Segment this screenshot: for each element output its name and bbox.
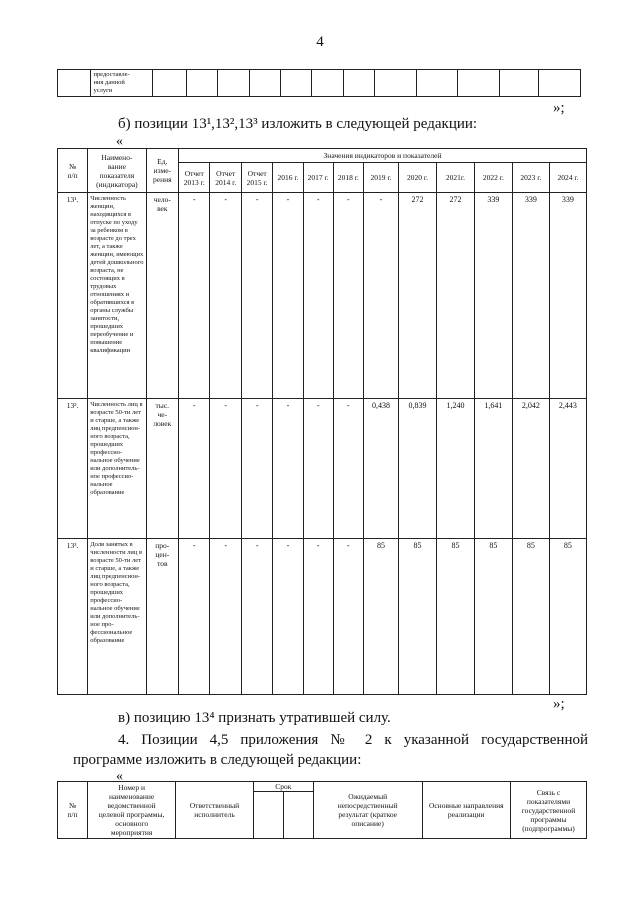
header-year: 2018 г. bbox=[333, 163, 363, 193]
row-value: - bbox=[273, 539, 303, 695]
table-row bbox=[58, 539, 587, 695]
header-year: 2020 г. bbox=[399, 163, 437, 193]
header-year: Отчет 2013 г. bbox=[179, 163, 210, 193]
open-quote-2: « bbox=[116, 769, 123, 784]
page-number: 4 bbox=[316, 34, 324, 50]
row-value: - bbox=[241, 193, 272, 399]
row-indicator-name: Численность женщин, находящихся в отпуске по уходу за ребенком в возрасте до трех лет, а также женщин, имеющих детей дошкольного возраста, не состоящих в трудовых отношениях и обратившихся в органы службы занятости, прошедших переобучение и повышение квалификации bbox=[88, 193, 146, 399]
row-value: - bbox=[363, 193, 398, 399]
header-unit: Ед. изме- рения bbox=[146, 149, 178, 193]
row-value: - bbox=[210, 399, 241, 539]
header-year: Отчет 2014 г. bbox=[210, 163, 241, 193]
bottom-header-link: Связь с показателями государственной программы (подпрограммы) bbox=[510, 782, 586, 839]
bottom-header-result: Ожидаемый непосредственный результат (краткое описание) bbox=[313, 782, 422, 839]
table-row bbox=[58, 399, 587, 539]
row-value: 1,641 bbox=[474, 399, 512, 539]
paragraph-4-line2: программе изложить в следующей редакции: bbox=[73, 752, 362, 768]
top-table-cell: предоставле- ния данной услуги bbox=[91, 70, 153, 97]
paragraph-b: б) позиции 13¹,13²,13³ изложить в следующей редакции: bbox=[118, 116, 478, 132]
row-value: - bbox=[333, 193, 363, 399]
row-value: - bbox=[210, 193, 241, 399]
row-value: - bbox=[273, 399, 303, 539]
row-value: 2,042 bbox=[512, 399, 549, 539]
row-value: - bbox=[273, 193, 303, 399]
row-value: 339 bbox=[512, 193, 549, 399]
row-value: 85 bbox=[436, 539, 474, 695]
header-year: 2016 г. bbox=[273, 163, 303, 193]
header-year: 2019 г. bbox=[363, 163, 398, 193]
row-unit: про- цен- тов bbox=[146, 539, 178, 695]
bottom-header-directions: Основные направления реализации bbox=[422, 782, 510, 839]
row-value: 85 bbox=[549, 539, 586, 695]
row-num: 13². bbox=[58, 399, 88, 539]
row-value: 272 bbox=[436, 193, 474, 399]
header-year: 2017 г. bbox=[303, 163, 333, 193]
row-value: 1,240 bbox=[436, 399, 474, 539]
row-value: - bbox=[179, 193, 210, 399]
header-year: Отчет 2015 г. bbox=[241, 163, 272, 193]
row-num: 13³. bbox=[58, 539, 88, 695]
row-value: 272 bbox=[399, 193, 437, 399]
header-name: Наимено- вание показателя (индикатора) bbox=[88, 149, 146, 193]
row-value: 85 bbox=[363, 539, 398, 695]
row-unit: чело- век bbox=[146, 193, 178, 399]
bottom-header-name: Номер и наименование ведомственной целевой программы, основного мероприятия bbox=[88, 782, 176, 839]
program-table bbox=[57, 781, 587, 839]
row-value: 0,839 bbox=[399, 399, 437, 539]
row-value: - bbox=[303, 193, 333, 399]
row-indicator-name: Доля занятых в численности лиц в возрасте 50-ти лет и старше, а также лиц предпенсион-ного возраста, прошедших профессио-нальное обучение или дополнитель-ное про-фессиональное образование bbox=[88, 539, 146, 695]
header-year: 2021г. bbox=[436, 163, 474, 193]
table-row bbox=[58, 193, 587, 399]
row-value: - bbox=[210, 539, 241, 695]
row-value: 85 bbox=[474, 539, 512, 695]
close-quote-2: »; bbox=[553, 696, 565, 712]
row-value: - bbox=[333, 399, 363, 539]
row-value: - bbox=[179, 399, 210, 539]
row-value: 0,438 bbox=[363, 399, 398, 539]
row-value: - bbox=[303, 539, 333, 695]
bottom-header-responsible: Ответственный исполнитель bbox=[176, 782, 254, 839]
row-value: - bbox=[241, 399, 272, 539]
row-value: 2,443 bbox=[549, 399, 586, 539]
row-value: 85 bbox=[512, 539, 549, 695]
row-num: 13¹. bbox=[58, 193, 88, 399]
header-year: 2024 г. bbox=[549, 163, 586, 193]
header-group: Значения индикаторов и показателей bbox=[179, 149, 587, 163]
row-value: - bbox=[333, 539, 363, 695]
row-value: - bbox=[303, 399, 333, 539]
header-year: 2023 г. bbox=[512, 163, 549, 193]
top-table bbox=[57, 69, 581, 97]
row-value: 339 bbox=[549, 193, 586, 399]
row-value: 85 bbox=[399, 539, 437, 695]
paragraph-4-line1: 4. Позиции 4,5 приложения № 2 к указанной государственной bbox=[118, 732, 588, 748]
header-year: 2022 г. bbox=[474, 163, 512, 193]
open-quote-1: « bbox=[116, 134, 123, 149]
close-quote-1: »; bbox=[553, 100, 565, 116]
indicators-table bbox=[57, 148, 587, 695]
paragraph-v: в) позицию 13⁴ признать утратившей силу. bbox=[118, 710, 391, 726]
row-indicator-name: Численность лиц в возрасте 50-ти лет и старше, а также лиц предпенсион-ного возраста, прошедших профессио-нальное обучение или дополнитель-ное профессио-нальное образование bbox=[88, 399, 146, 539]
row-value: - bbox=[179, 539, 210, 695]
bottom-header-num: № п/п bbox=[58, 782, 88, 839]
row-unit: тыс. че- ловек bbox=[146, 399, 178, 539]
row-value: - bbox=[241, 539, 272, 695]
row-value: 339 bbox=[474, 193, 512, 399]
bottom-header-term: Срок bbox=[253, 782, 313, 792]
header-num: № п/п bbox=[58, 149, 88, 193]
